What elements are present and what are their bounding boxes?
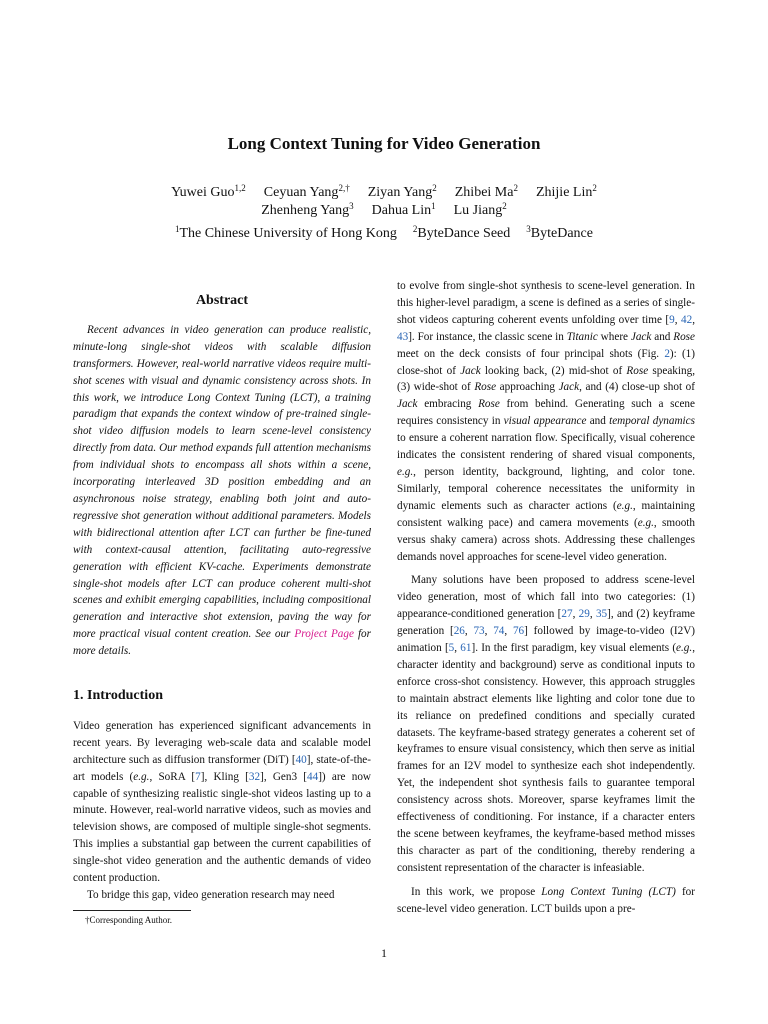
intro-paragraph-1: Video generation has experienced significant advancements in recent years. By leveraging web-scale data and scalable model architecture such as diffusion transformer (DiT) [40], state-of-the-art models (e.g., SoRA [7], Kling [32], Gen3 [44]) are now capable of synthesizing realistic single-shot videos lasting up to a minute. However, real-world narrative videos, such as movies and television shows, are composed of multiple single-shot segments. This implies a substantial gap between the current capabilities of single-shot video generation and the authentic demands of video content production. (73, 719, 372, 885)
citation-link[interactable]: 27 (561, 608, 573, 621)
affiliation-mark: 1 (175, 224, 180, 234)
citation-link[interactable]: 5 (448, 642, 455, 655)
abstract-heading: Abstract (195, 293, 249, 308)
project-page-link[interactable]: Project Page (294, 628, 354, 641)
emphasis: Jack (460, 364, 481, 377)
footnote-rule (73, 910, 191, 911)
citation-link[interactable]: 9 (669, 313, 675, 326)
affiliation: $^3$ByteDance (526, 224, 593, 241)
author-name: Zhibei Ma$^2$ (454, 183, 518, 200)
citation-link[interactable]: 44 (307, 770, 319, 783)
emphasis: Rose (626, 364, 649, 377)
author-affiliation-mark: 3 (349, 201, 354, 211)
right-column (397, 278, 695, 918)
emphasis: e.g. (616, 499, 633, 512)
page-number: 1 (381, 946, 387, 960)
citation-link[interactable]: 7 (195, 770, 201, 783)
citation-link[interactable]: 2 (664, 347, 670, 360)
author-affiliation-mark: 2 (432, 183, 437, 193)
author-affiliation-mark: 2 (513, 183, 518, 193)
citation-link[interactable]: 43 (397, 330, 409, 343)
emphasis: e.g. (133, 770, 150, 783)
author-name: Zhenheng Yang$^3$ (261, 201, 354, 218)
citation-link[interactable]: 35 (595, 608, 608, 621)
author-affiliation-mark: 1 (431, 201, 436, 211)
emphasis: Jack (558, 381, 580, 394)
author-name: Zhijie Lin$^2$ (535, 183, 597, 200)
author-name: Lu Jiang$^2$ (453, 201, 507, 218)
author-affiliation-mark: 2 (592, 183, 597, 193)
author-line-2 (0, 202, 768, 220)
abstract-body: Recent advances in video generation can produce realistic, minute-long single-shot videos with scalable diffusion transformers. However, real-world narrative videos require multi-shot scenes with visual and dynamic consistency across shots. In this work, we introduce Long Context Tuning (LCT), a training paradigm that expands the context window of pre-trained single-shot video diffusion models to learn scene-level consistency directly from data. Our method expands full attention mechanisms from individual shots to encompass all shots within a scene, incorporating interleaved 3D position embedding and an asynchronous noise strategy, enabling both joint and auto-regressive shot generation without additional parameters. Models with bidirectional attention after LCT can further be fine-tuned with context-causal attention, facilitating auto-regressive generation with efficient KV-cache. Experiments demonstrate single-shot models after LCT can produce coherent multi-shot scenes and exhibit emerging capabilities, including compositional generation and interactive shot extension, paving the way for more practical visual content creation. See our (73, 323, 371, 641)
right-paragraph-3: In this work, we propose Long Context Tuning (LCT) for scene-level video generation. LCT builds upon a pre- (397, 885, 695, 915)
citation-link[interactable]: 29 (578, 608, 590, 621)
citation-link[interactable]: 32 (248, 770, 261, 783)
author-name: Ziyan Yang$^2$ (367, 183, 437, 200)
affiliation-mark: 3 (526, 224, 531, 234)
right-paragraph-2: Many solutions have been proposed to address scene-level video generation, most of which fall into two categories: (1) appearance-conditioned generation [27, 29, 35], and (2) keyframe generation [26, 73, 74, 76] followed by image-to-video (I2V) animation [5, 61]. In the first paradigm, key visual elements (e.g., character identity and background) serve as conditional inputs to enforce cross-shot consistency. However, this approach struggles to maintain abstract elements like lighting and color tone due to its reliance on predefined conditions and specially curated datasets. The keyframe-based strategy generates a coherent set of keyframes to ensure visual consistency, which then serve as initial frames for an I2V model to synthesize each shot independently. Yet, the independent shot synthesis fails to guarantee temporal consistency across shots. Moreover, sparse keyframes limit the effectiveness of conditioning. For instance, if a character enters the scene between keyframes, the keyframe-based method misses this character as part of the conditioning, thereby rendering a consistent representation of the character is infeasiable. (397, 574, 696, 874)
author-name: Ceyuan Yang$^{2,\dagger}$ (263, 183, 350, 200)
author-affiliation-mark: 1,2 (234, 183, 246, 193)
emphasis: Rose (474, 381, 497, 394)
citation-link[interactable]: 73 (473, 625, 485, 638)
footnote: †Corresponding Author. (85, 914, 172, 925)
citation-link[interactable]: 40 (295, 753, 307, 766)
citation-link[interactable]: 61 (460, 642, 472, 655)
author-line-1 (0, 184, 768, 202)
abstract-tail: for more details. (73, 628, 372, 658)
emphasis: Titanic (566, 330, 598, 343)
emphasis: Rose (478, 398, 500, 411)
citation-link[interactable]: 74 (493, 625, 505, 638)
right-paragraph-1: to evolve from single-shot synthesis to scene-level generation. In this higher-level paradigm, a scene is defined as a series of single-shot videos capturing coherent events unfolding over time [9, 42, 43]. For instance, the classic scene in Titanic where Jack and Rose meet on the deck consists of four principal shots (Fig. 2): (1) close-shot of Jack looking back, (2) mid-shot of Rose speaking, (3) wide-shot of Rose approaching Jack, and (4) close-up shot of Jack embracing Rose from behind. Generating such a scene requires consistency in visual appearance and temporal dynamics to ensure a coherent narration flow. Specifically, visual coherence indicates the consistent rendering of shared visual components, e.g., person identity, background, lighting, and color tone. Similarly, temporal coherence necessitates the uniformity in dynamic elements such as character actions (e.g., maintaining consistent walking pace) and camera movements (e.g., smooth versus shaky camera) across shots. Addressing these challenges demands novel approaches for scene-level video generation. (397, 280, 695, 563)
author-affiliation-mark: 2 (502, 201, 507, 211)
affiliations (0, 226, 768, 242)
section-heading-introduction: 1. Introduction (73, 688, 163, 704)
emphasis: Rose (673, 330, 695, 343)
emphasis: visual appearance (503, 415, 587, 428)
emphasis: e.g. (676, 642, 693, 655)
left-column (73, 293, 371, 926)
emphasis: Jack (397, 398, 418, 411)
author-name: Dahua Lin$^1$ (371, 201, 436, 218)
paper-title: Long Context Tuning for Video Generation (227, 134, 541, 153)
author-name: Yuwei Guo$^{1,2}$ (171, 183, 246, 200)
intro-paragraph-2: To bridge this gap, video generation research may need (87, 889, 335, 901)
author-affiliation-mark: 2,† (338, 183, 350, 193)
emphasis: e.g. (637, 516, 654, 529)
citation-link[interactable]: 76 (512, 625, 525, 638)
emphasis: Jack (630, 330, 652, 343)
affiliation: $^2$ByteDance Seed (412, 224, 511, 241)
abstract-text (73, 322, 371, 660)
emphasis: temporal dynamics (609, 415, 695, 428)
affiliation-mark: 2 (412, 224, 418, 234)
author-list (0, 184, 768, 220)
affiliation: $^1$The Chinese University of Hong Kong (175, 224, 397, 241)
emphasis: Long Context Tuning (LCT) (541, 885, 676, 898)
emphasis: e.g. (397, 465, 414, 478)
citation-link[interactable]: 26 (453, 625, 465, 638)
citation-link[interactable]: 42 (681, 313, 693, 326)
